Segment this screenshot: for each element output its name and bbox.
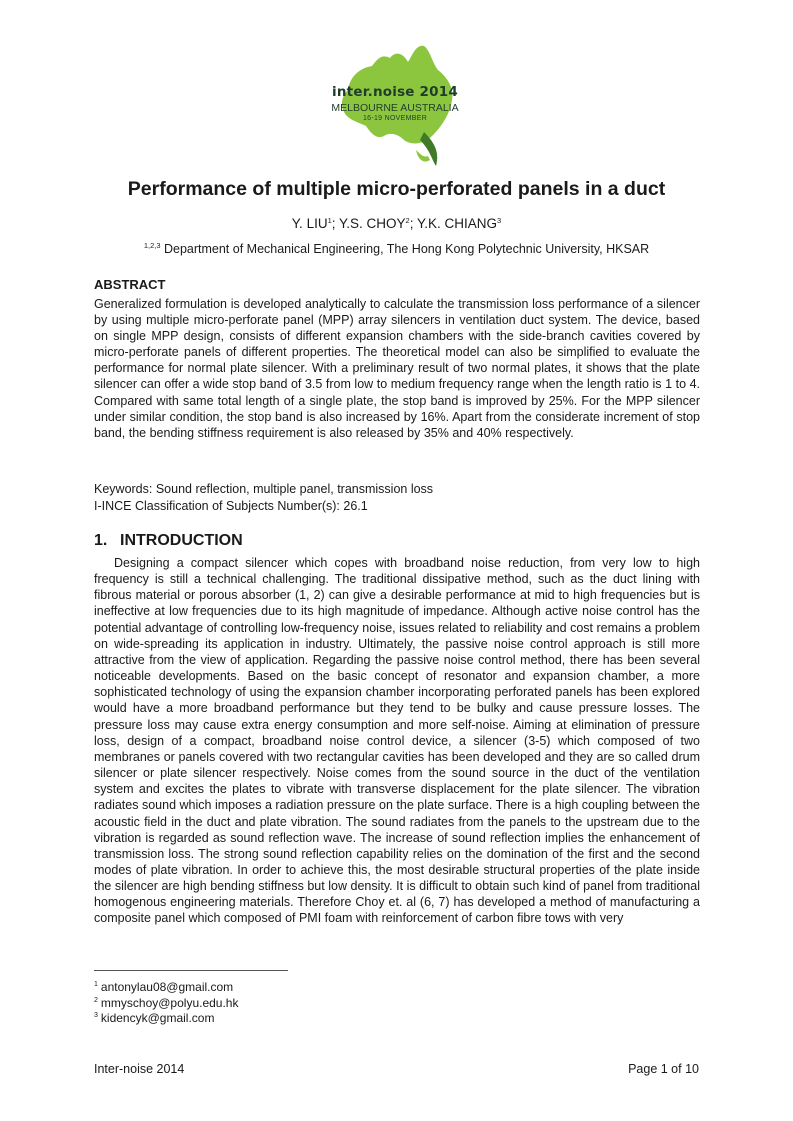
footnote-divider	[94, 970, 288, 971]
logo-dates: 16-19 NOVEMBER	[362, 115, 428, 122]
conference-logo	[320, 32, 470, 172]
abstract-heading: ABSTRACT	[94, 277, 166, 292]
footnote	[94, 980, 238, 996]
footnote	[94, 1011, 238, 1027]
logo-title: inter.noise 2014	[332, 84, 458, 100]
section-title: INTRODUCTION	[120, 532, 243, 549]
classification: I-INCE Classification of Subjects Number(s): 26.1	[94, 498, 368, 513]
paper-title: Performance of multiple micro-perforated panels in a duct	[127, 178, 666, 200]
footnote-mark: 2	[94, 996, 98, 1004]
abstract-text: Generalized formulation is developed analytically to calculate the transmission loss performance of a silencer by using multiple micro-perforate panel (MPP) array silencers in ventilation duct system. The device, based on single MPP design, consists of different expansion chambers with the side-branch cavities covered by micro-perforate panels of different properties. The theoretical model can also be simplified to evaluate the performance for normal plate silencer. With a preliminary result of two normal plates, it shows that the plate silencer can offer a wide stop band of 3.5 from low to medium frequency range when the length ratio is 1 to 4. Compared with same total length of a single plate, the stop band is improved by 25%. For the MPP silencer under similar condition, the stop band is also increased by 16%. Apart from the considerate increment of stop band, the bending stiffness requirement is also released by 35% and 40% respectively.	[94, 297, 700, 440]
footnote-mark: 3	[94, 1012, 98, 1020]
section-number: 1.	[94, 532, 108, 549]
section-heading	[94, 532, 243, 550]
footnote-email: mmyschoy@polyu.edu.hk	[100, 995, 239, 1010]
footnote-email: kidencyk@gmail.com	[100, 1011, 215, 1026]
boomerang-icon	[420, 132, 437, 166]
affiliation-text: Department of Mechanical Engineering, The Hong Kong Polytechnic University, HKSAR	[160, 242, 650, 256]
author-affil-mark: 2	[405, 216, 410, 225]
footer-page-number: Page 1 of 10	[628, 1062, 699, 1076]
footnote-email: antonylau08@gmail.com	[100, 980, 234, 994]
author-affil-mark: 1	[327, 216, 332, 225]
keywords-block	[94, 481, 433, 514]
author-name: Y.K. CHIANG	[416, 216, 498, 231]
footnote-mark: 1	[94, 981, 98, 988]
footer-conference: Inter-noise 2014	[94, 1062, 185, 1076]
logo-city: MELBOURNE AUSTRALIA	[331, 102, 459, 114]
affiliation	[0, 242, 793, 256]
author-separator: ;	[331, 216, 340, 231]
author-name: Y. LIU	[291, 216, 328, 231]
introduction-text: Designing a compact silencer which copes with broadband noise reduction, from very low to high frequency is still a technical challenging. The traditional dissipative method, such as the duct lining with fibrous material or porous absorber (1, 2) can give a desirable performance at mid to high frequencies but is ineffective at low frequencies due to its high magnitude of impedance. Although active noise control has the potential advantage of controlling low-frequency noise, issues related to reliability and cost remains a problem on wide-spreading its application in industry. Ultimately, the passive noise control approach is still more attractive from the view of application. Regarding the passive noise control method, there has been several noticeable developments. Based on the basic concept of resonator and expansion chamber, a more sophisticated technology of using the expansion chamber incorporating perforated panels has been explored would have a more broadband performance but they tend to be bulky and cause pressure losses. The pressure loss may cause extra energy consumption and more self-noise. Aiming at elimination of pressure loss, design of a compact, broadband noise control device, a silencer (3-5) which composed of two membranes or panels covered with two rectangular cavities has been developed and they are so called drum silencer or plate silencer respectively. Noise comes from the sound source in the duct of the ventilation system and excites the plates to vibrate with transverse displacement for the plate silencer. The vibration radiates sound which imposes a radiation pressure on the plate surface. There is a high coupling between the acoustic field in the duct and plate vibration. The sound radiates from the panels to the upstream due to the vibration is regarded as sound reflection wave. The increase of sound reflection implies the enhancement of transmission loss. The strong sound reflection capability relies on the domination of the first and the second modes of plate vibration. In order to achieve this, the most desirable structural properties of the plate inside the silencer are high bending stiffness but low density. It is difficult to obtain such kind of panel from traditional homogenous engineering materials. Therefore Choy et. al (6, 7) has developed a method of manufacturing a composite panel which composed of PMI foam with reinforcement of carbon fibre tows with very	[94, 556, 700, 926]
keywords: Keywords: Sound reflection, multiple panel, transmission loss	[94, 482, 434, 496]
affiliation-mark: 1,2,3	[143, 241, 161, 250]
footnotes	[94, 980, 238, 1027]
author-list	[0, 216, 793, 231]
author-affil-mark: 3	[497, 216, 502, 225]
author-name: Y.S. CHOY	[339, 216, 406, 231]
author-separator: ;	[409, 216, 417, 231]
footnote	[94, 996, 238, 1012]
